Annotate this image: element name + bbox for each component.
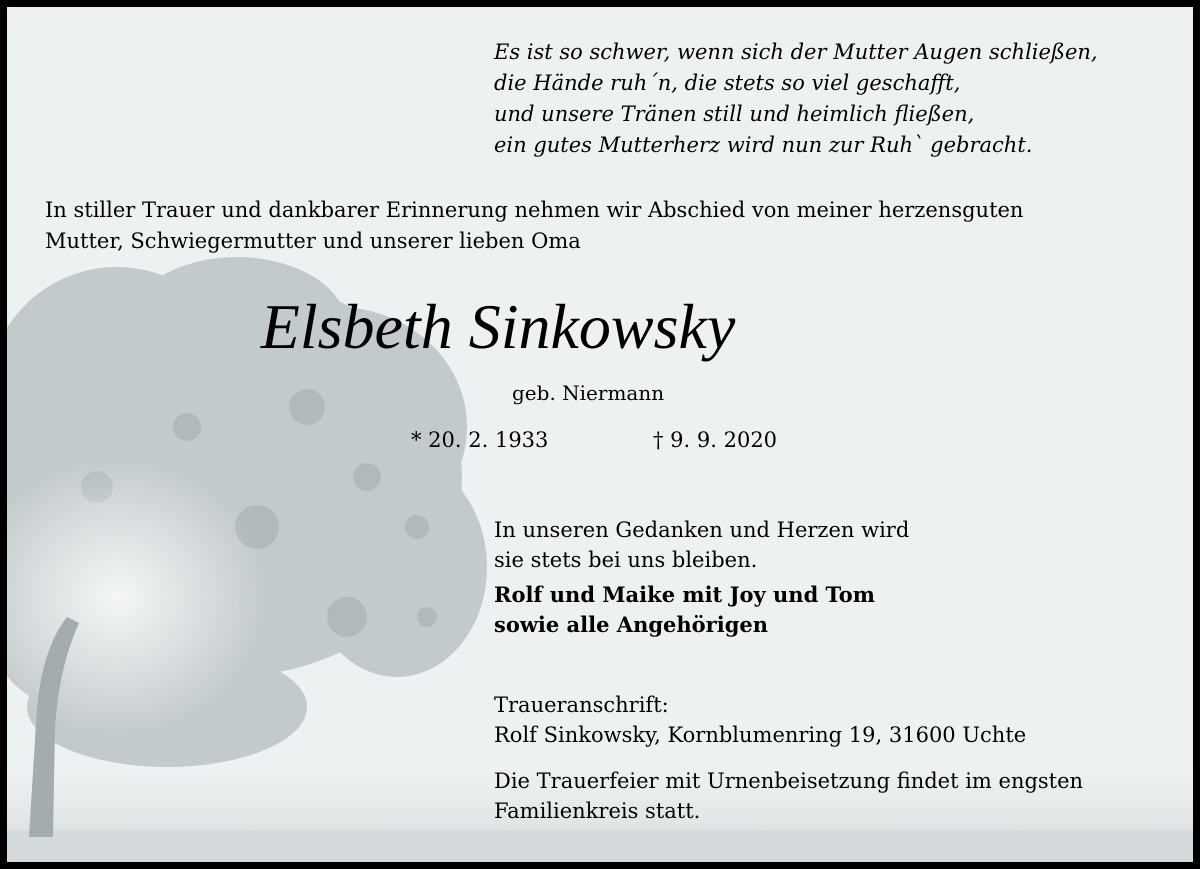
- intro-text: [45, 195, 1023, 257]
- signers-line: sowie alle Angehörigen: [494, 612, 769, 637]
- address-label: Traueranschrift:: [494, 693, 669, 717]
- memory-line: sie stets bei uns bleiben.: [494, 548, 758, 572]
- funeral-line: Die Trauerfeier mit Urnenbeisetzung findet im engsten: [494, 769, 1084, 793]
- poem-line: und unsere Tränen still und heimlich fließen,: [494, 102, 975, 126]
- mourning-address: [494, 690, 1026, 750]
- signers-line: Rolf und Maike mit Joy und Tom: [494, 582, 876, 607]
- poem-line: die Hände ruh´n, die stets so viel geschafft,: [494, 71, 961, 95]
- intro-line: In stiller Trauer und dankbarer Erinnerung nehmen wir Abschied von meiner herzensguten: [45, 198, 1024, 222]
- birth-date: * 20. 2. 1933: [411, 428, 549, 452]
- funeral-notice: [494, 766, 1083, 826]
- memory-line: In unseren Gedanken und Herzen wird: [494, 518, 910, 542]
- intro-line: Mutter, Schwiegermutter und unserer lieben Oma: [45, 229, 581, 253]
- funeral-line: Familienkreis statt.: [494, 799, 701, 823]
- death-date: † 9. 9. 2020: [653, 428, 778, 452]
- poem-line: Es ist so schwer, wenn sich der Mutter Augen schließen,: [494, 40, 1098, 64]
- address-value: Rolf Sinkowsky, Kornblumenring 19, 31600 Uchte: [494, 723, 1027, 747]
- poem-line: ein gutes Mutterherz wird nun zur Ruh` gebracht.: [494, 133, 1033, 157]
- maiden-name: geb. Niermann: [512, 381, 665, 405]
- memory-text: [494, 515, 909, 575]
- poem: [494, 37, 1098, 161]
- deceased-name: Elsbeth Sinkowsky: [260, 291, 736, 362]
- signers: [494, 580, 875, 640]
